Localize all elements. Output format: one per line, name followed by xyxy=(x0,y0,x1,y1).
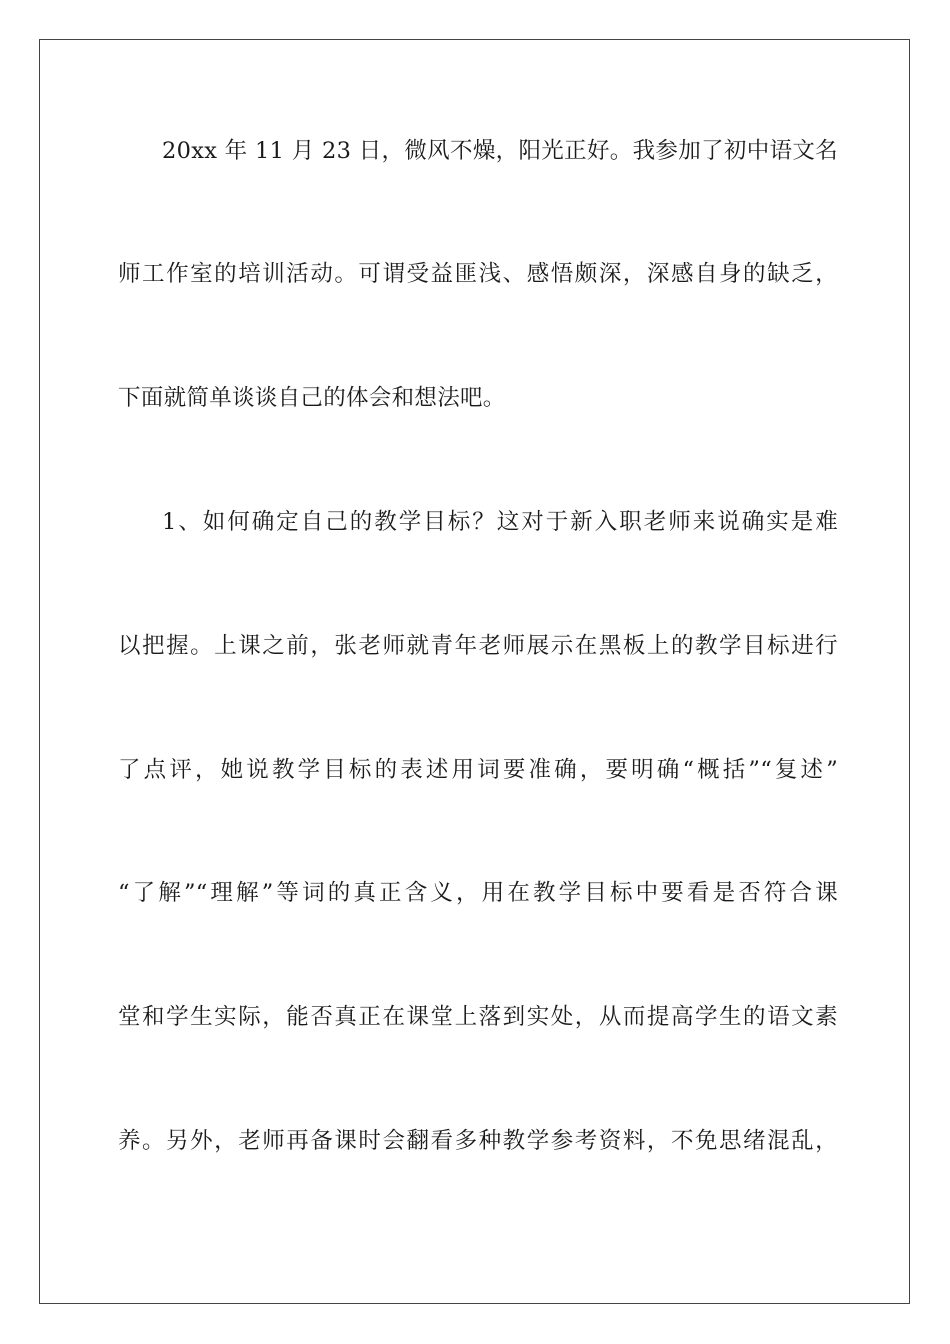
paragraph-2-line-1: 1、如何确定自己的教学目标？这对于新入职老师来说确实是难 xyxy=(162,509,838,535)
paragraph-1-line-3: 下面就简单谈谈自己的体会和想法吧。 xyxy=(118,385,506,411)
paragraph-1-line-2: 师工作室的培训活动。可谓受益匪浅、感悟颇深，深感自身的缺乏， xyxy=(118,261,838,287)
paragraph-2-line-6: 养。另外，老师再备课时会翻看多种教学参考资料，不免思绪混乱， xyxy=(118,1128,838,1154)
page-border xyxy=(39,39,910,1304)
paragraph-2-line-2: 以把握。上课之前，张老师就青年老师展示在黑板上的教学目标进行 xyxy=(118,633,838,659)
paragraph-2-line-5: 堂和学生实际，能否真正在课堂上落到实处，从而提高学生的语文素 xyxy=(118,1004,838,1030)
paragraph-1-line-1: 20xx 年 11 月 23 日，微风不燥，阳光正好。我参加了初中语文名 xyxy=(162,138,838,164)
paragraph-2-line-4: “了解”“理解”等词的真正含义，用在教学目标中要看是否符合课 xyxy=(118,880,838,906)
paragraph-2-line-3: 了点评，她说教学目标的表述用词要准确，要明确“概括”“复述” xyxy=(118,757,838,783)
